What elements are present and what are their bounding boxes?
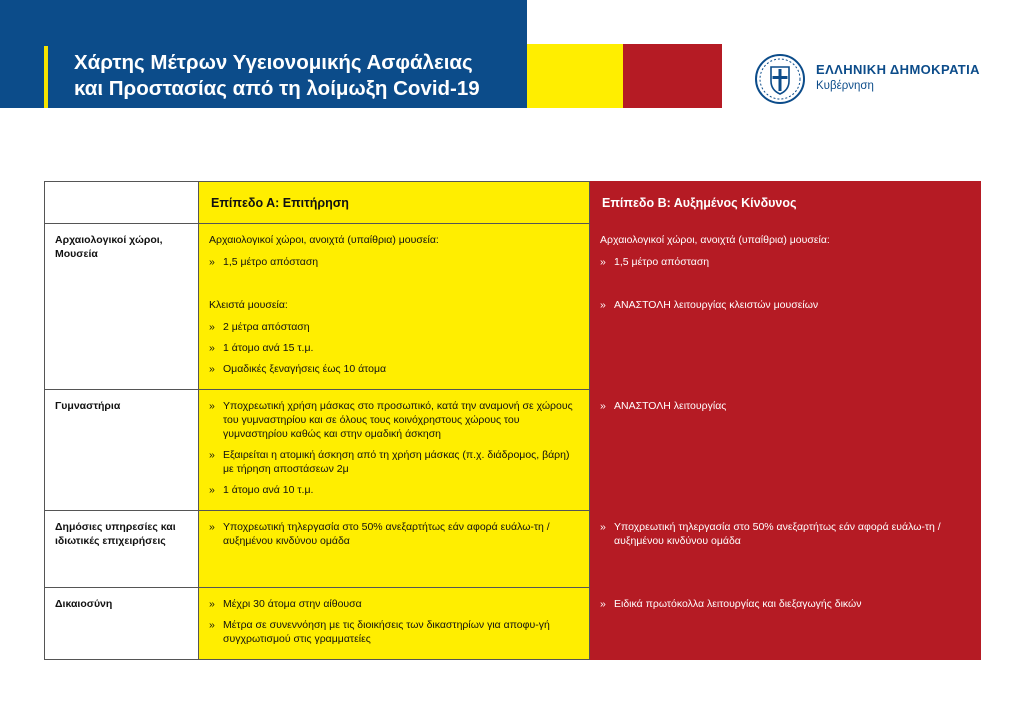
list-item: » Ειδικά πρωτόκολλα λειτουργίας και διεξαγωγής δικών: [600, 597, 972, 611]
level-a-cell: [199, 588, 590, 660]
header-level-a: Επίπεδο Α: Επιτήρηση: [199, 182, 590, 224]
list-item: » Μέχρι 30 άτομα στην αίθουσα: [209, 597, 581, 611]
subheading: Κλειστά μουσεία:: [209, 299, 288, 311]
measures-table: [44, 181, 981, 660]
header-empty-cell: [45, 182, 199, 224]
list-item: » Μέτρα σε συνεννόηση με τις διοικήσεις των δικαστηρίων για αποφυ-γή συγχρωτισμού στις γραμματείες: [209, 618, 581, 646]
list-item: » ΑΝΑΣΤΟΛΗ λειτουργίας κλειστών μουσείων: [600, 298, 972, 312]
row-category: Δημόσιες υπηρεσίες και ιδιωτικές επιχειρήσεις: [45, 511, 199, 588]
table-row: [45, 224, 981, 390]
list-item: » Υποχρεωτική τηλεργασία στο 50% ανεξαρτήτως εάν αφορά ευάλω-τη / αυξημένου κινδύνου ομάδα: [600, 520, 972, 548]
list-item: » Εξαιρείται η ατομική άσκηση από τη χρήση μάσκας (π.χ. διάδρομος, βάρη) με τήρηση αποστάσεων 2μ: [209, 448, 581, 476]
row-category: Αρχαιολογικοί χώροι, Μουσεία: [45, 224, 199, 390]
list-item: » Υποχρεωτική τηλεργασία στο 50% ανεξαρτήτως εάν αφορά ευάλω-τη / αυξημένου κινδύνου ομάδα: [209, 520, 581, 548]
list-item: » 1,5 μέτρο απόσταση: [600, 255, 972, 269]
row-category: Γυμναστήρια: [45, 390, 199, 511]
greek-coat-of-arms-icon: [754, 53, 806, 105]
level-b-cell: [590, 390, 981, 511]
level-a-cell: [199, 224, 590, 390]
header-level-b: Επίπεδο Β: Αυξημένος Κίνδυνος: [590, 182, 981, 224]
page-title-line-2: και Προστασίας από τη λοίμωξη Covid-19: [74, 77, 480, 100]
table-row: [45, 588, 981, 660]
list-item: » 1 άτομο ανά 10 τ.μ.: [209, 483, 581, 497]
banner-yellow-block: [527, 44, 623, 108]
government-subtitle: Κυβέρνηση: [816, 80, 874, 92]
page-title: [74, 50, 480, 102]
subheading: Αρχαιολογικοί χώροι, ανοιχτά (υπαίθρια) μουσεία:: [209, 234, 439, 246]
title-accent-bar: [44, 46, 48, 108]
list-item: » Ομαδικές ξεναγήσεις έως 10 άτομα: [209, 362, 581, 376]
government-name: ΕΛΛΗΝΙΚΗ ΔΗΜΟΚΡΑΤΙΑ: [816, 62, 980, 77]
level-b-cell: [590, 224, 981, 390]
table-row: [45, 511, 981, 588]
row-category: Δικαιοσύνη: [45, 588, 199, 660]
level-a-cell: [199, 511, 590, 588]
banner-red-block: [623, 44, 722, 108]
level-b-cell: [590, 588, 981, 660]
list-item: » Υποχρεωτική χρήση μάσκας στο προσωπικό, κατά την αναμονή σε χώρους του γυμναστηρίου και σε όλους τους κοινόχρηστους χώρους του γυμναστηρίου καθώς και στην ομαδική άσκηση: [209, 399, 581, 441]
list-item: » 2 μέτρα απόσταση: [209, 320, 581, 334]
table-row: [45, 390, 981, 511]
table-header-row: [45, 182, 981, 224]
list-item: » 1 άτομο ανά 15 τ.μ.: [209, 341, 581, 355]
subheading: Αρχαιολογικοί χώροι, ανοιχτά (υπαίθρια) μουσεία:: [600, 234, 830, 246]
level-b-cell: [590, 511, 981, 588]
level-a-cell: [199, 390, 590, 511]
page-title-line-1: Χάρτης Μέτρων Υγειονομικής Ασφάλειας: [74, 51, 473, 74]
list-item: » ΑΝΑΣΤΟΛΗ λειτουργίας: [600, 399, 972, 413]
list-item: » 1,5 μέτρο απόσταση: [209, 255, 581, 269]
